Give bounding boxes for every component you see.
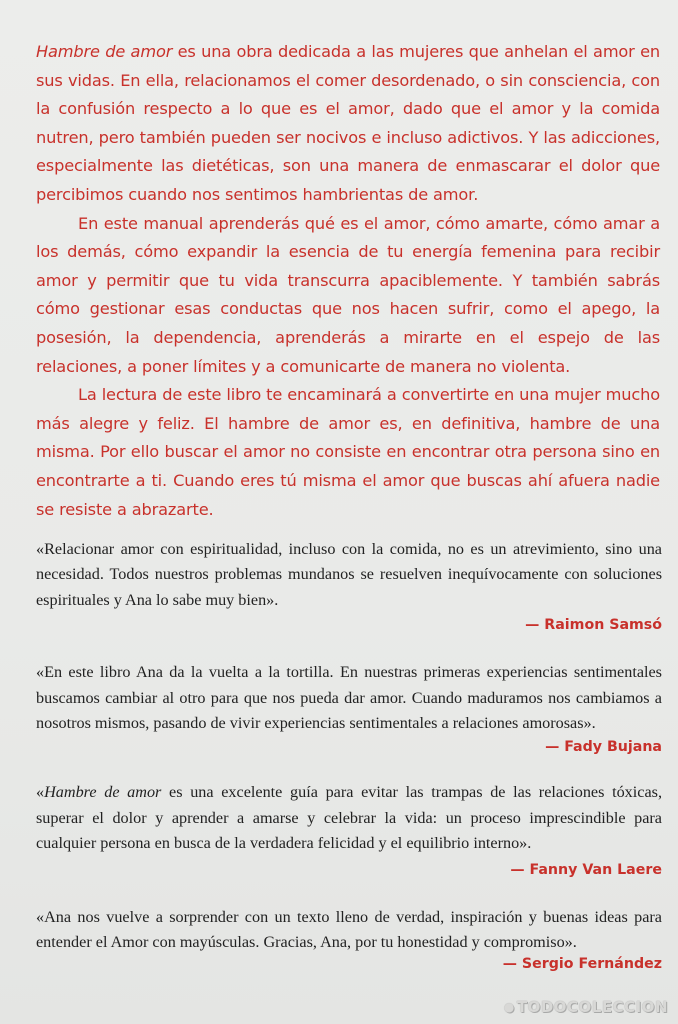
watermark xyxy=(504,998,668,1016)
synopsis-paragraph-1-text: es una obra dedicada a las mujeres que anhelan el amor en sus vidas. En ella, relacionamos el comer desordenado, o sin consciencia, con la confusión respecto a lo que es el amor, dado que el amor y la comida nutren, pero también pueden ser nocivos e incluso adictivos. Y las adicciones, especialmente las dietéticas, son una manera de enmascarar el dolor que percibimos cuando nos sentimos hambrientas de amor. xyxy=(36,42,660,204)
synopsis-paragraph-1 xyxy=(36,38,660,210)
testimonial-quote-1: «Relacionar amor con espiritualidad, incluso con la comida, no es un atrevimiento, sino una necesidad. Todos nuestros problemas mundanos se resuelven inequívocamente con soluciones espirituales y Ana lo sabe muy bien». xyxy=(36,540,662,609)
testimonial-author-3: — Fanny Van Laere xyxy=(510,861,662,878)
quote-open-mark: « xyxy=(36,783,45,802)
testimonials-section xyxy=(36,537,662,975)
watermark-bullet-icon: ● xyxy=(503,1000,515,1014)
testimonial-author-4: — Sergio Fernández xyxy=(502,956,662,973)
watermark-text: TODOCOLECCION xyxy=(516,998,668,1016)
testimonial-quote-2: «En este libro Ana da la vuelta a la tortilla. En nuestras primeras experiencias sentimentales buscamos cambiar al otro para que nos pueda dar amor. Cuando maduramos nos cambiamos a nosotros mismos, pasando de vivir experiencias sentimentales a relaciones amorosas». xyxy=(36,663,662,733)
synopsis-paragraph-3: La lectura de este libro te encaminará a convertirte en una mujer mucho más alegre y feliz. El hambre de amor es, en definitiva, hambre de una misma. Por ello buscar el amor no consiste en encontrar otra persona sino en encontrarte a ti. Cuando eres tú misma el amor que buscas ahí afuera nadie se resiste a abrazarte. xyxy=(36,385,660,519)
book-title-italic: Hambre de amor xyxy=(44,783,162,802)
book-title-italic: Hambre de amor xyxy=(36,42,173,61)
synopsis-section xyxy=(36,38,660,524)
synopsis-paragraph-2: En este manual aprenderás qué es el amor, cómo amarte, cómo amar a los demás, cómo expandir la esencia de tu energía femenina para recibir amor y permitir que tu vida transcurra apaciblemente. Y también sabrás cómo gestionar esas conductas que nos hacen sufrir, como el apego, la posesión, la dependencia, aprenderás a mirarte en el espejo de las relaciones, a poner límites y a comunicarte de manera no violenta. xyxy=(36,213,660,376)
testimonial-quote-3-text: es una excelente guía para evitar las trampas de las relaciones tóxicas, superar el dolor y aprender a amarse y celebrar la vida: un proceso imprescindible para cualquier persona en busca de la verdadera felicidad y el equilibrio interno». xyxy=(36,783,662,853)
testimonial-author-2: — Fady Bujana xyxy=(545,739,662,756)
testimonial-quote-3 xyxy=(36,780,662,856)
testimonial-quote-4: «Ana nos vuelve a sorprender con un texto lleno de verdad, inspiración y buenas ideas para entender el Amor con mayúsculas. Gracias, Ana, por tu honestidad y compromiso». xyxy=(36,907,662,952)
testimonial-author-1: — Raimon Samsó xyxy=(525,617,662,634)
